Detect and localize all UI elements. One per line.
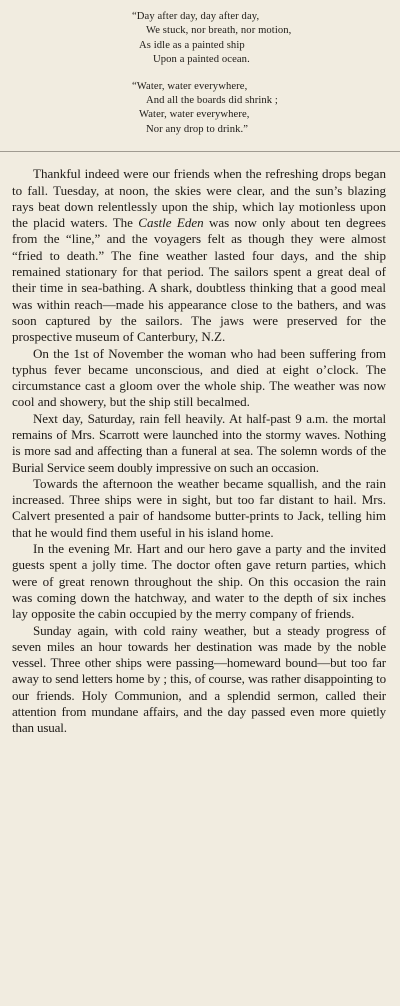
- poem-stanza-2: [132, 80, 386, 138]
- poem-epigraph: [132, 10, 386, 137]
- paragraph-1-text-end: was now only about ten degrees from the “line,” and the voyagers felt as though they were almost “fried to death.” The fine weather lasted four days, and the ship remained stationary for that period. The sailors spent a great deal of their time in sea-bathing. A shark, doubtless thinking that a good meal was within reach—made his appearance close to the bathers, and was soon captured by the sailors. The jaws were preserved for the prospective museum of Canterbury, N.Z.: [12, 215, 386, 345]
- poem-line: Water, water everywhere,: [139, 109, 250, 121]
- poem-line: “Day after day, day after day,: [132, 11, 260, 22]
- paragraph-1: [12, 166, 386, 345]
- paragraph-3: Next day, Saturday, rain fell heavily. At half-past 9 a.m. the mortal remains of Mrs. Scarrott were launched into the stormy waves. Nothing is more sad and affecting than a funeral at sea. The solemn words of the Burial Service seem doubly impressive on such an occasion.: [12, 410, 386, 475]
- poem-line: Upon a painted ocean.: [153, 54, 250, 66]
- paragraph-4: Towards the afternoon the weather became squallish, and the rain increased. Three ships were in sight, but too far distant to hail. Mrs. Calvert presented a pair of handsome butter-prints to Jack, telling him that he would find them useful in his island home.: [12, 475, 386, 540]
- paragraph-6: Sunday again, with cold rainy weather, but a steady progress of seven miles an hour towards her destination was made by the noble vessel. Three other ships were passing—homeward bound—but too far away to send letters home by ; this, of course, was rather disappointing to our friends. Holy Communion, and a splendid sermon, called their attention from mundane affairs, and the day passed even more quietly than usual.: [12, 622, 386, 736]
- poem-line: And all the boards did shrink ;: [146, 95, 278, 107]
- poem-line: We stuck, nor breath, nor motion,: [146, 25, 292, 37]
- poem-line: As idle as a painted ship: [139, 39, 245, 51]
- body-text: [12, 166, 386, 736]
- poem-line: “Water, water everywhere,: [132, 80, 248, 92]
- paragraph-1-text-start: Thankful indeed were our friends when the refreshing drops began to fall. Tuesday, at noon, the skies were clear, and the sun’s blazing rays beat down relentlessly upon the ship, which lay motionless upon the placid waters. The: [12, 166, 386, 231]
- poem-line: Nor any drop to drink.”: [146, 123, 249, 135]
- paragraph-2: On the 1st of November the woman who had been suffering from typhus fever became unconscious, and died at eight o’clock. The circumstance cast a gloom over the whole ship. The weather was now cool and showery, but the ship still becalmed.: [12, 345, 386, 410]
- ship-name: Castle Eden: [138, 215, 204, 231]
- poem-stanza-1: [132, 10, 386, 68]
- paragraph-5: In the evening Mr. Hart and our hero gave a party and the invited guests spent a jolly time. The doctor often gave return parties, which were of great renown throughout the ship. On this occasion the rain was coming down the hatchway, and water to the depth of six inches lay opposite the cabin occupied by the merry company of friends.: [12, 541, 386, 622]
- section-divider: [0, 151, 400, 152]
